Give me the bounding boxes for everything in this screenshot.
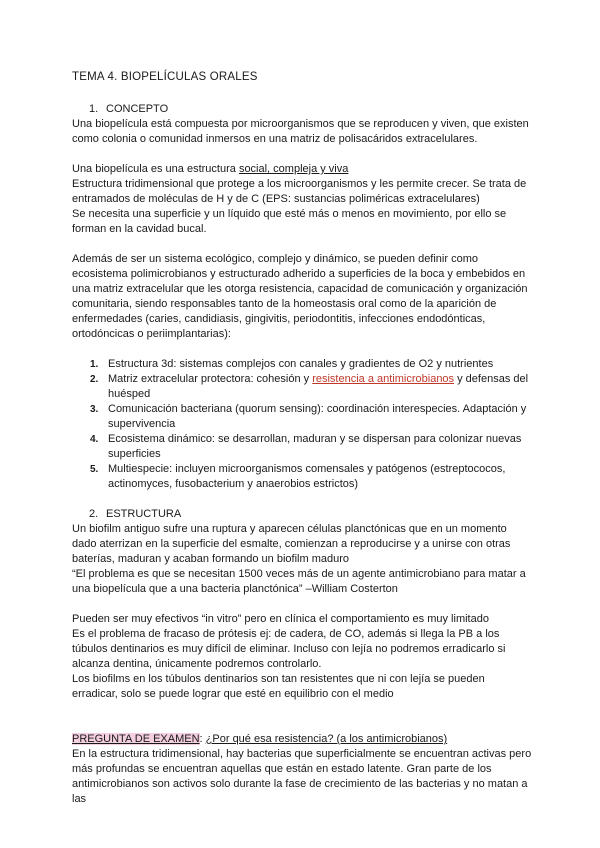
section-heading-concepto (72, 102, 532, 117)
red-underlined-text: resistencia a antimicrobianos (312, 373, 455, 385)
paragraph: Un biofilm antiguo sufre una ruptura y aparecen células planctónicas que en un momento dado aterrizan en la superficie del esmalte, comienzan a reproducirse y a unirse con otras baterías, maduran y acaban formando un biofilm maduro (72, 523, 511, 565)
document-body (72, 70, 532, 807)
exam-label-highlight: PREGUNTA DE EXAMEN (72, 733, 200, 745)
paragraph: Es el problema de fracaso de prótesis ej: de cadera, de CO, además si llega la PB a los túbulos dentinarios es muy difícil de eliminar. Incluso con lejía no podremos erradicarlo si alcanza dentina, únicamente podremos controlarlo. (72, 628, 506, 670)
page-title: TEMA 4. BIOPELÍCULAS ORALES (72, 71, 258, 83)
underlined-text: social, compleja y viva (238, 163, 349, 175)
section-number: 1. (89, 103, 99, 115)
exam-question: PREGUNTA DE EXAMEN: ¿Por qué esa resistencia? (a los antimicrobianos) (72, 733, 448, 745)
list-item: 5. Multiespecie: incluyen microorganismos comensales y patógenos (estreptococos, actinomyces, fusobacterium y anaerobios estrictos) (90, 463, 506, 490)
list-item: 3. Comunicación bacteriana (quorum sensing): coordinación interespecies. Adaptación y supervivencia (90, 403, 527, 430)
exam-question-text: ¿Por qué esa resistencia? (a los antimicrobianos) (205, 733, 448, 745)
paragraph: Los biofilms en los túbulos dentinarios son tan resistentes que ni con lejía se pueden erradicar, solo se puede lograr que esté en equilibrio con el medio (72, 673, 485, 700)
section-number: 2. (89, 508, 99, 520)
paragraph: Se necesita una superficie y un líquido que esté más o menos en movimiento, por ello se forman en la cavidad bucal. (72, 208, 507, 235)
list-item: 2. Matriz extracelular protectora: cohesión y resistencia a antimicrobianos y defensas del huésped (90, 373, 529, 400)
list-item: 1. Estructura 3d: sistemas complejos con canales y gradientes de O2 y nutrientes (90, 358, 494, 370)
paragraph: Una biopelícula es una estructura social, compleja y viva (72, 163, 349, 175)
features-list (72, 357, 532, 492)
paragraph: Una biopelícula está compuesta por microorganismos que se reproducen y viven, que existen como colonia o comunidad inmersos en una matriz de polisacáridos extracelulares. (72, 118, 529, 145)
paragraph: Pueden ser muy efectivos “in vitro” pero en clínica el comportamiento es muy limitado (72, 613, 489, 625)
paragraph: Además de ser un sistema ecológico, complejo y dinámico, se pueden definir como ecosistema polimicrobianos y estructurado adherido a superficies de la boca y embebidos en una matriz extracelular que les otorga resistencia, capacidad de comunicación y organización comunitaria, siendo responsables tanto de la homeostasis oral como de la aparición de enfermedades (caries, candidiasis, gingivitis, periodontitis, infecciones endodónticas, ortodóncicas o periimplantarias): (72, 253, 528, 340)
quote: “El problema es que se necesitan 1500 veces más de un agente antimicrobiano para matar a una biopelícula que a una bacteria planctónica” –William Costerton (72, 568, 526, 595)
list-item: 4. Ecosistema dinámico: se desarrollan, maduran y se dispersan para colonizar nuevas superficies (90, 433, 522, 460)
section-heading-text: CONCEPTO (106, 103, 169, 115)
section-heading-estructura (72, 507, 532, 522)
paragraph: En la estructura tridimensional, hay bacterias que superficialmente se encuentran activas pero más profundas se encuentran aquellas que están en estado latente. Gran parte de los antimicrobianos son activos solo durante la fase de crecimiento de las bacterias y no matan a las (72, 748, 532, 805)
section-heading-text: ESTRUCTURA (106, 508, 182, 520)
paragraph: Estructura tridimensional que protege a los microorganismos y les permite crecer. Se trata de entramados de moléculas de H y de C (EPS: sustancias poliméricas extracelulares) (72, 178, 527, 205)
